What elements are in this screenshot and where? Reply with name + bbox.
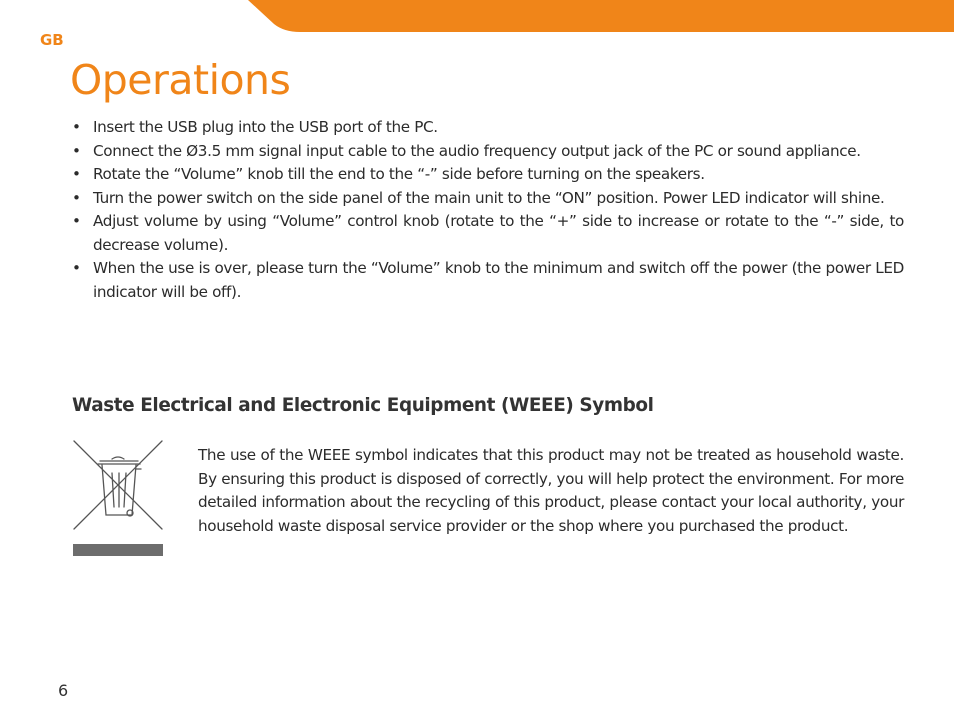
bullet-icon: •	[72, 141, 81, 160]
list-item: • Insert the USB plug into the USB port of the PC.	[70, 116, 904, 140]
list-item: • Adjust volume by using “Volume” control knob (rotate to the “+” side to increase or rotate to the “-” side, to decrease volume).	[72, 212, 904, 254]
list-item: • When the use is over, please turn the “Volume” knob to the minimum and switch off the power (the power LED indicator will be off).	[72, 259, 904, 301]
top-banner	[0, 0, 954, 34]
list-item: • Connect the Ø3.5 mm signal input cable to the audio frequency output jack of the PC or sound appliance.	[70, 140, 904, 164]
page-number: 6	[58, 681, 69, 700]
bullet-icon: •	[72, 212, 81, 230]
weee-paragraph: The use of the WEEE symbol indicates that this product may not be treated as household waste. By ensuring this product is disposed of correctly, you will help protect the environment. For more detailed information about the recycling of this product, please contact your local authority, your household waste disposal service provider or the shop where you purchased the product.	[198, 446, 904, 535]
bullet-icon: •	[72, 188, 81, 207]
bullet-icon: •	[72, 165, 81, 183]
language-tag: GB	[40, 31, 64, 49]
list-item: • Turn the power switch on the side panel of the main unit to the “ON” position. Power LED indicator will shine.	[70, 187, 904, 211]
operations-list	[70, 116, 904, 304]
bullet-icon: •	[72, 259, 81, 277]
bullet-icon: •	[72, 118, 81, 136]
list-item: • Rotate the “Volume” knob till the end to the “-” side before turning on the speakers.	[70, 163, 904, 187]
weee-heading: Waste Electrical and Electronic Equipment (WEEE) Symbol	[72, 395, 654, 416]
page-title: Operations	[70, 56, 291, 104]
crossed-out-wheeled-bin-icon	[72, 439, 164, 557]
